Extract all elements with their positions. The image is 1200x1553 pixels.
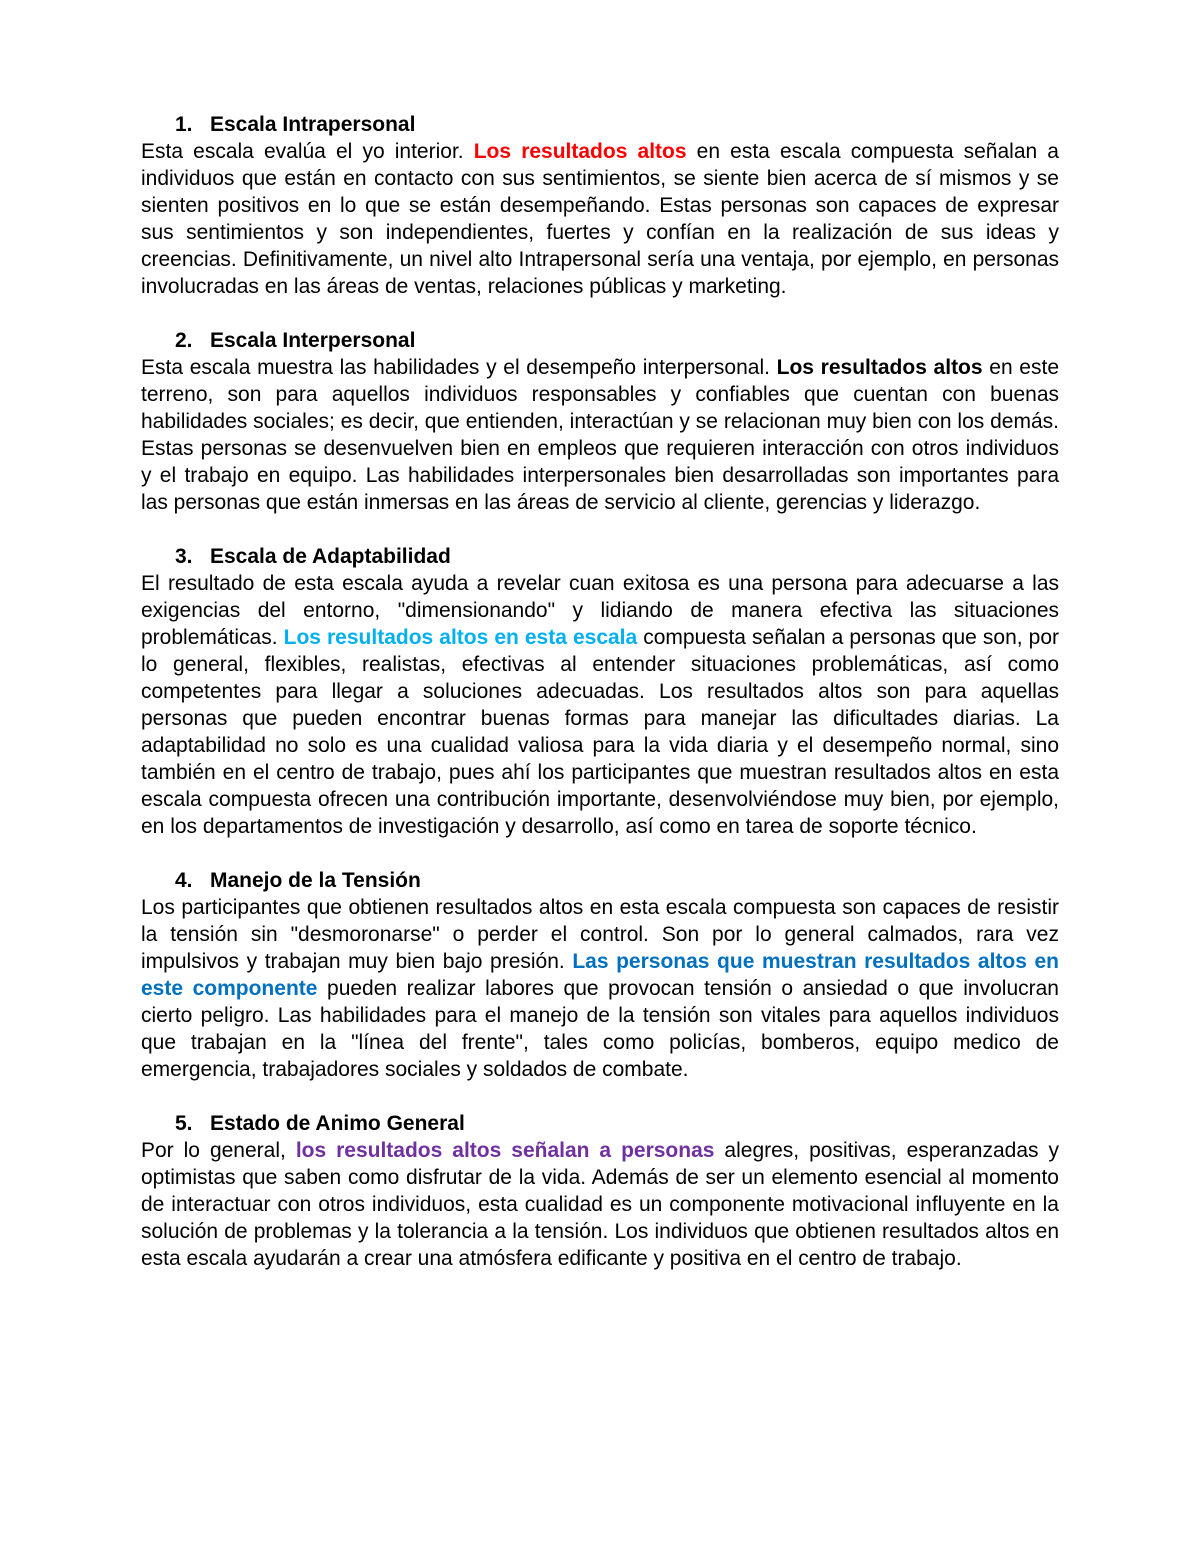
section-interpersonal bbox=[141, 327, 1059, 516]
section-paragraph bbox=[141, 138, 1059, 300]
section-adaptabilidad bbox=[141, 543, 1059, 840]
section-title: Escala Interpersonal bbox=[210, 329, 416, 352]
paragraph-text: Los participantes que obtienen resultados altos en esta escala compuesta son capaces de resistir la tensión sin "desmoronarse" o perder el control. Son por lo general calmados, rara vez impulsivos y trabajan muy bien bajo presión. bbox=[141, 896, 1059, 973]
section-number: 4. bbox=[175, 869, 193, 892]
paragraph-text: alegres, positivas, esperanzadas y optimistas que saben como disfrutar de la vida. Además de ser un elemento esencial al momento de interactuar con otros individuos, esta cualidad es un componente motivacional influyente en la solución de problemas y la tolerancia a la tensión. Los individuos que obtienen resultados altos en esta escala ayudarán a crear una atmósfera edificante y positiva en el centro de trabajo. bbox=[141, 1139, 1059, 1270]
section-number: 1. bbox=[175, 113, 193, 136]
highlighted-text: Las personas que muestran resultados altos en este componente bbox=[141, 950, 1060, 1000]
section-heading bbox=[141, 543, 1059, 570]
paragraph-text: El resultado de esta escala ayuda a revelar cuan exitosa es una persona para adecuarse a las exigencias del entorno, "dimensionando" y lidiando de manera efectiva las situaciones problemáticas. bbox=[141, 572, 1059, 649]
section-paragraph bbox=[141, 570, 1059, 840]
section-manejo-tension bbox=[141, 867, 1059, 1083]
section-paragraph bbox=[141, 1137, 1059, 1272]
paragraph-text: Esta escala evalúa el yo interior. bbox=[141, 140, 474, 163]
section-heading bbox=[141, 111, 1059, 138]
section-heading bbox=[141, 867, 1059, 894]
paragraph-text: en esta escala compuesta señalan a individuos que están en contacto con sus sentimientos, se siente bien acerca de sí mismos y se sienten positivos en lo que se están desempeñando. Estas personas son capaces de expresar sus sentimientos y son independientes, fuertes y confían en la realización de sus ideas y creencias. Definitivamente, un nivel alto Intrapersonal sería una ventaja, por ejemplo, en personas involucradas en las áreas de ventas, relaciones públicas y marketing. bbox=[141, 140, 1059, 298]
highlighted-text: Los resultados altos bbox=[776, 356, 983, 379]
section-title: Escala Intrapersonal bbox=[210, 113, 416, 136]
highlighted-text: los resultados altos señalan a personas bbox=[295, 1139, 715, 1162]
paragraph-text: compuesta señalan a personas que son, por lo general, flexibles, realistas, efectivas al entender situaciones problemáticas, así como competentes para llegar a soluciones adecuadas. Los resultados altos son para aquellas personas que pueden encontrar buenas formas para manejar las dificultades diarias. La adaptabilidad no solo es una cualidad valiosa para la vida diaria y el desempeño normal, sino también en el centro de trabajo, pues ahí los participantes que muestran resultados altos en esta escala compuesta ofrecen una contribución importante, desenvolviéndose muy bien, por ejemplo, en los departamentos de investigación y desarrollo, así como en tarea de soporte técnico. bbox=[141, 626, 1059, 838]
section-estado-animo bbox=[141, 1110, 1059, 1272]
highlighted-text: Los resultados altos en esta escala bbox=[283, 626, 638, 649]
section-paragraph bbox=[141, 354, 1059, 516]
highlighted-text: Los resultados altos bbox=[473, 140, 687, 163]
section-number: 2. bbox=[175, 329, 193, 352]
section-paragraph bbox=[141, 894, 1059, 1083]
section-intrapersonal bbox=[141, 111, 1059, 300]
paragraph-text: en este terreno, son para aquellos individuos responsables y confiables que cuentan con buenas habilidades sociales; es decir, que entienden, interactúan y se relacionan muy bien con los demás. Estas personas se desenvuelven bien en empleos que requieren interacción con otros individuos y el trabajo en equipo. Las habilidades interpersonales bien desarrolladas son importantes para las personas que están inmersas en las áreas de servicio al cliente, gerencias y liderazgo. bbox=[141, 356, 1059, 514]
section-number: 5. bbox=[175, 1112, 193, 1135]
paragraph-text: Por lo general, bbox=[141, 1139, 296, 1162]
section-heading bbox=[141, 1110, 1059, 1137]
section-number: 3. bbox=[175, 545, 193, 568]
paragraph-text: pueden realizar labores que provocan tensión o ansiedad o que involucran cierto peligro. Las habilidades para el manejo de la tensión son vitales para aquellos individuos que trabajan en la "línea del frente", tales como policías, bomberos, equipo medico de emergencia, trabajadores sociales y soldados de combate. bbox=[141, 977, 1059, 1081]
section-title: Manejo de la Tensión bbox=[210, 869, 421, 892]
document-page bbox=[141, 111, 1059, 1299]
paragraph-text: Esta escala muestra las habilidades y el desempeño interpersonal. bbox=[141, 356, 777, 379]
section-heading bbox=[141, 327, 1059, 354]
section-title: Estado de Animo General bbox=[210, 1112, 465, 1135]
section-title: Escala de Adaptabilidad bbox=[210, 545, 451, 568]
